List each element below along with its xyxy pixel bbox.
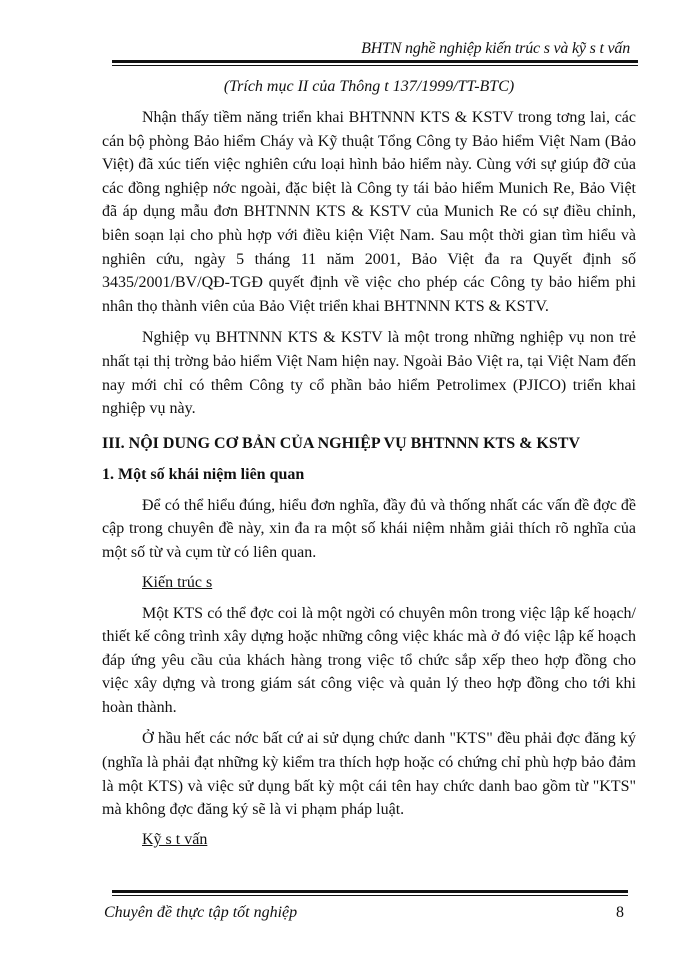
header-rule-thin: [112, 65, 638, 66]
footer-rule-thin: [112, 895, 628, 896]
header-rule-thick: [112, 60, 638, 63]
footer-rule-thick: [112, 890, 628, 893]
paragraph: Nghiệp vụ BHTNNN KTS & KSTV là một trong những nghiệp vụ non trẻ nhất tại thị trờng bảo hiểm Việt Nam hiện nay. Ngoài Bảo Việt ra, tại Việt Nam đến nay mới chỉ có thêm Công ty cổ phần bảo hiểm Petrolimex (PJICO) triển khai nghiệp vụ này.: [102, 329, 636, 418]
page-number: 8: [616, 904, 624, 921]
term-heading: Kỹ s t vấn: [142, 830, 208, 848]
section-heading: III. NỘI DUNG CƠ BẢN CỦA NGHIỆP VỤ BHTNNN KTS & KSTV: [102, 434, 580, 452]
header-title: BHTN nghề nghiệp kiến trúc s và kỹ s t vấn: [361, 40, 630, 57]
document-body: [102, 75, 636, 859]
paragraph: Nhận thấy tiềm năng triển khai BHTNNN KTS & KSTV trong tơng lai, các cán bộ phòng Bảo hiểm Cháy và Kỹ thuật Tổng Công ty Bảo hiểm Việt Nam (Bảo Việt) đã xúc tiến việc nghiên cứu loại hình bảo hiểm này. Cùng với sự giúp đỡ của các đồng nghiệp nớc ngoài, đặc biệt là Công ty tái bảo hiểm Munich Re, Bảo Việt đã áp dụng mẫu đơn BHTNNN KTS & KSTV của Munich Re có sự điều chỉnh, biên soạn lại cho phù hợp với điều kiện Việt Nam. Sau một thời gian tìm hiểu và nghiên cứu, ngày 5 tháng 11 năm 2001, Bảo Việt đa ra Quyết định số 3435/2001/BV/QĐ-TGĐ quyết định về việc cho phép các Công ty bảo hiểm phi nhân thọ thành viên của Bảo Việt triển khai BHTNNN KTS & KSTV.: [102, 109, 636, 315]
paragraph: Để có thể hiểu đúng, hiểu đơn nghĩa, đầy đủ và thống nhất các vấn đề đợc đề cập trong chuyên đề này, xin đa ra một số khái niệm nhằm giải thích rõ nghĩa của một số từ và cụm từ có liên quan.: [102, 496, 636, 561]
paragraph: Một KTS có thể đợc coi là một ngời có chuyên môn trong việc lập kế hoạch/ thiết kế công trình xây dựng hoặc những công việc khác mà ở đó việc lập kế hoạch đáp ứng yêu cầu của khách hàng trong việc tổ chức sắp xếp theo hợp đồng cho việc xây dựng và trong giám sát công việc và quản lý theo hợp đồng cho tới khi hoàn thành.: [102, 604, 636, 716]
term-heading: Kiến trúc s: [142, 573, 213, 591]
paragraph: Ở hầu hết các nớc bất cứ ai sử dụng chức danh "KTS" đều phải đợc đăng ký (nghĩa là phải đạt những kỳ kiểm tra thích hợp hoặc có chứng chỉ phù hợp bảo đảm là một KTS) và việc sử dụng bất kỳ một cái tên hay chức danh bao gồm từ "KTS" mà không đợc đăng ký sẽ là vi phạm pháp luật.: [102, 730, 636, 819]
document-subtitle: (Trích mục II của Thông t 137/1999/TT-BTC): [223, 78, 515, 95]
subsection-heading: 1. Một số khái niệm liên quan: [102, 465, 305, 483]
footer-title: Chuyên đề thực tập tốt nghiệp: [104, 904, 298, 921]
